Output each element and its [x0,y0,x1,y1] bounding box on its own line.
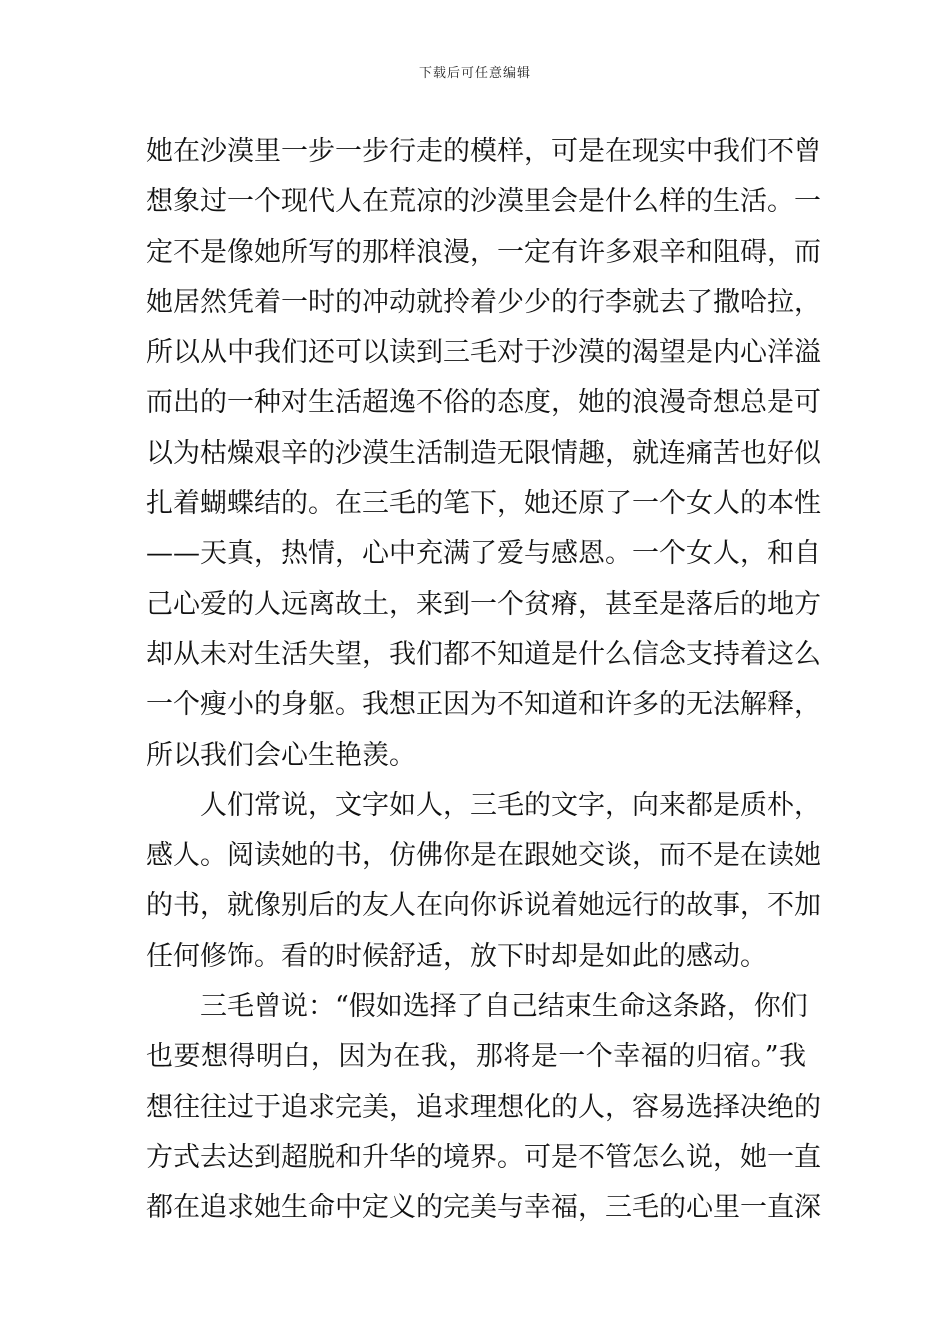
paragraph [146,982,821,1233]
text-line: 一个瘦小的身躯。我想正因为不知道和许多的无法解释， [146,689,821,721]
text-line: 都在追求她生命中定义的完美与幸福，三毛的心里一直深 [146,1192,821,1224]
text-line: 的书，就像别后的友人在向你诉说着她远行的故事，不加 [146,890,821,922]
text-line: 定不是像她所写的那样浪漫，一定有许多艰辛和阻碍，而 [146,236,821,268]
text-line: 己心爱的人远离故土，来到一个贫瘠，甚至是落后的地方 [146,588,821,620]
page-header: 下载后可任意编辑 [418,66,531,81]
text-line: 也要想得明白，因为在我，那将是一个幸福的归宿。”我 [146,1041,806,1073]
text-line: 所以从中我们还可以读到三毛对于沙漠的渴望是内心洋溢 [146,337,821,369]
text-line: ——天真，热情，心中充满了爱与感恩。一个女人，和自 [146,538,821,570]
text-line: 感人。阅读她的书，仿佛你是在跟她交谈，而不是在读她 [146,840,821,872]
text-line: 想象过一个现代人在荒凉的沙漠里会是什么样的生活。一 [146,186,821,218]
text-line: 她居然凭着一时的冲动就拎着少少的行李就去了撒哈拉， [146,286,821,318]
text-line: 任何修饰。看的时候舒适，放下时却是如此的感动。 [146,940,767,972]
text-line: 方式去达到超脱和升华的境界。可是不管怎么说，她一直 [146,1141,821,1173]
text-line: 想往往过于追求完美，追求理想化的人，容易选择决绝的 [146,1091,821,1123]
paragraph [146,781,821,982]
text-line: 三毛曾说：“假如选择了自己结束生命这条路，你们 [200,991,808,1023]
text-line: 以为枯燥艰辛的沙漠生活制造无限情趣，就连痛苦也好似 [146,437,821,469]
text-line: 人们常说，文字如人，三毛的文字，向来都是质朴， [200,789,821,821]
text-line: 而出的一种对生活超逸不俗的态度，她的浪漫奇想总是可 [146,387,821,419]
paragraph [146,127,821,781]
body-text [146,127,821,1234]
text-line: 扎着蝴蝶结的。在三毛的笔下，她还原了一个女人的本性 [146,488,821,520]
text-line: 却从未对生活失望，我们都不知道是什么信念支持着这么 [146,638,821,670]
text-line: 她在沙漠里一步一步行走的模样，可是在现实中我们不曾 [146,136,821,167]
text-line: 所以我们会心生艳羡。 [146,739,416,771]
